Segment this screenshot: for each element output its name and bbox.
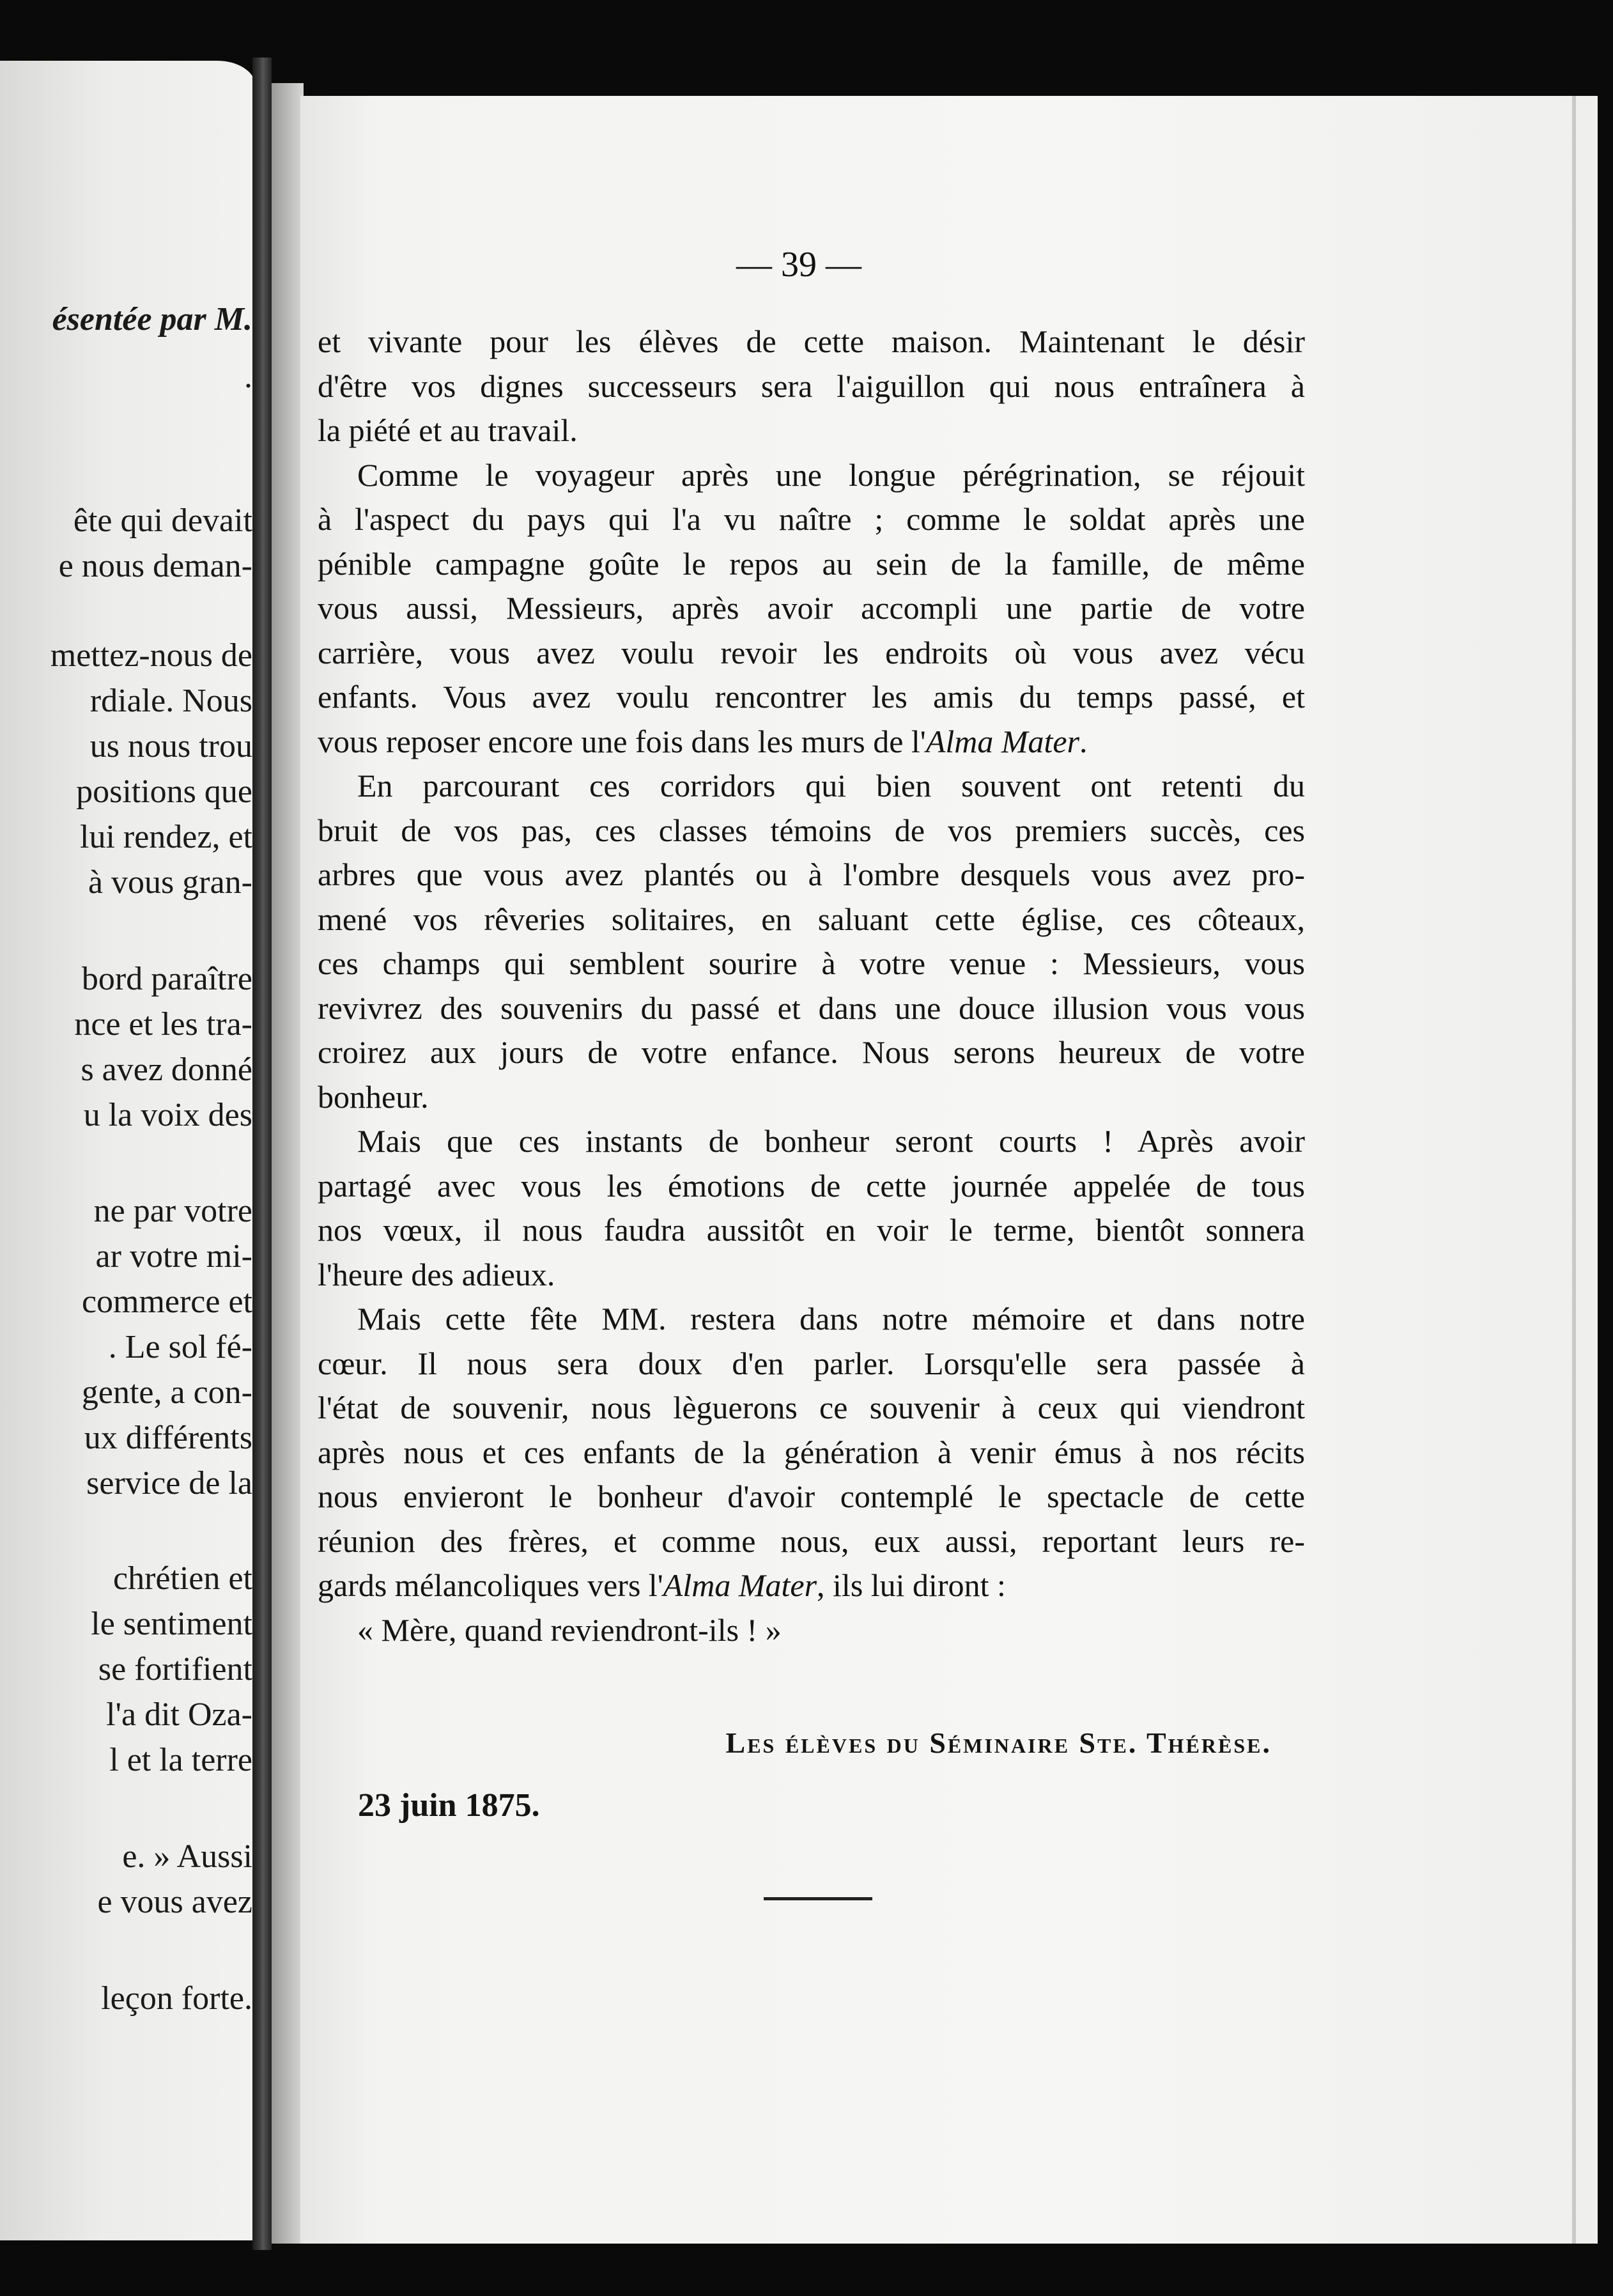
text-line: enfants. Vous avez voulu rencontrer les amis du temps passé, et: [318, 679, 1305, 715]
text-line: cœur. Il nous sera doux d'en parler. Lorsqu'elle sera passée à: [318, 1345, 1305, 1381]
text-line: [318, 1563, 1305, 1608]
text-line: à l'aspect du pays qui l'a vu naître ; comme le soldat après une: [318, 501, 1305, 537]
page-edge: [1572, 96, 1576, 2244]
text-span: vous reposer encore une fois dans les murs de l': [318, 723, 926, 759]
text-line: pénible campagne goûte le repos au sein de la famille, de même: [318, 545, 1305, 582]
text-span: gards mélancoliques vers l': [318, 1567, 663, 1603]
left-page-line: u la voix des: [83, 1097, 252, 1133]
paragraph-first-line: Comme le voyageur après une longue pérégrination, se réjouit: [357, 456, 1305, 493]
text-line: revivrez des souvenirs du passé et dans une douce illusion vous vous: [318, 989, 1305, 1026]
text-line: mené vos rêveries solitaires, en saluant cette église, ces côteaux,: [318, 901, 1305, 937]
date: 23 juin 1875.: [358, 1787, 540, 1824]
left-page-line: l et la terre: [109, 1742, 252, 1778]
text-line: et vivante pour les élèves de cette maison. Maintenant le désir: [318, 323, 1305, 359]
left-page-line: se fortifient: [98, 1651, 252, 1687]
text-line: après nous et ces enfants de la génération à venir émus à nos récits: [318, 1434, 1305, 1470]
left-page-line: service de la: [86, 1465, 252, 1501]
left-page-line: à vous gran-: [88, 864, 252, 901]
text-line: réunion des frères, et comme nous, eux aussi, reportant leurs re-: [318, 1523, 1305, 1559]
left-page-line: lui rendez, et: [80, 819, 252, 855]
left-page-line: ne par votre: [93, 1193, 252, 1229]
text-line: bonheur.: [318, 1078, 429, 1115]
paragraph-first-line: En parcourant ces corridors qui bien souvent ont retenti du: [357, 768, 1305, 803]
left-page-line: e. » Aussi: [122, 1838, 252, 1875]
text-line: [318, 720, 1305, 764]
text-line: la piété et au travail.: [318, 412, 578, 448]
left-page-line: rdiale. Nous: [89, 683, 252, 719]
left-page-line: mettez-nous de: [50, 637, 252, 674]
left-page-line: ar votre mi-: [95, 1238, 252, 1275]
alma-mater-italic: Alma Mater: [663, 1567, 817, 1603]
text-line: vous aussi, Messieurs, après avoir accompli une partie de votre: [318, 590, 1305, 626]
left-page-line: ux différents: [84, 1420, 252, 1456]
left-page-line: leçon forte.: [101, 1980, 252, 2017]
book-binding: [252, 58, 272, 2250]
left-page-line: e nous deman-: [58, 548, 252, 584]
body-text: [318, 320, 1305, 1652]
left-page-line: .: [244, 359, 252, 395]
left-page-line: le sentiment: [91, 1606, 252, 1642]
left-page-line: nce et les tra-: [74, 1006, 252, 1043]
gutter-shadow: [272, 83, 304, 2244]
left-page-line: e vous avez: [97, 1884, 252, 1920]
left-page-line: gente, a con-: [81, 1374, 252, 1411]
text-line: d'être vos dignes successeurs sera l'aiguillon qui nous entraînera à: [318, 368, 1305, 404]
left-page-line: us nous trou: [89, 728, 252, 764]
paragraph-first-line: Mais cette fête MM. restera dans notre mémoire et dans notre: [357, 1301, 1305, 1337]
closing-rule: [764, 1897, 872, 1900]
left-page-line: l'a dit Oza-: [106, 1696, 252, 1733]
closing-quote: « Mère, quand reviendront-ils ! »: [357, 1611, 782, 1648]
left-page-line: ésentée par M.: [52, 301, 252, 337]
text-line: l'heure des adieux.: [318, 1256, 555, 1292]
text-line: partagé avec vous les émotions de cette journée appelée de tous: [318, 1167, 1305, 1204]
left-page-line: chrétien et: [113, 1560, 252, 1597]
text-line: ces champs qui semblent sourire à votre venue : Messieurs, vous: [318, 945, 1305, 981]
text-line: arbres que vous avez plantés ou à l'ombre desquels vous avez pro-: [318, 857, 1305, 892]
text-line: l'état de souvenir, nous lèguerons ce souvenir à ceux qui viendront: [318, 1390, 1305, 1425]
left-page-line: positions que: [76, 773, 252, 810]
left-page-line: . Le sol fé-: [108, 1329, 252, 1365]
text-span: .: [1079, 723, 1088, 759]
signature-text: Les élèves du Séminaire Ste. Thérèse.: [725, 1726, 1272, 1759]
page-number: — 39 —: [736, 245, 861, 284]
left-page-line: ête qui devait: [73, 502, 252, 539]
text-line: nous envieront le bonheur d'avoir contemplé le spectacle de cette: [318, 1478, 1305, 1514]
left-page-line: s avez donné: [81, 1051, 252, 1088]
alma-mater-italic: Alma Mater: [925, 723, 1080, 759]
paragraph-first-line: Mais que ces instants de bonheur seront courts ! Après avoir: [357, 1123, 1305, 1159]
signature: [594, 1726, 1272, 1760]
text-span: , ils lui diront :: [817, 1567, 1006, 1603]
text-line: croirez aux jours de votre enfance. Nous serons heureux de votre: [318, 1034, 1305, 1070]
left-page-line: bord paraître: [81, 961, 252, 997]
text-line: nos vœux, il nous faudra aussitôt en voir le terme, bientôt sonnera: [318, 1212, 1305, 1248]
text-line: carrière, vous avez voulu revoir les endroits où vous avez vécu: [318, 634, 1305, 671]
left-page-line: commerce et: [81, 1284, 252, 1320]
text-line: bruit de vos pas, ces classes témoins de vos premiers succès, ces: [318, 812, 1305, 848]
